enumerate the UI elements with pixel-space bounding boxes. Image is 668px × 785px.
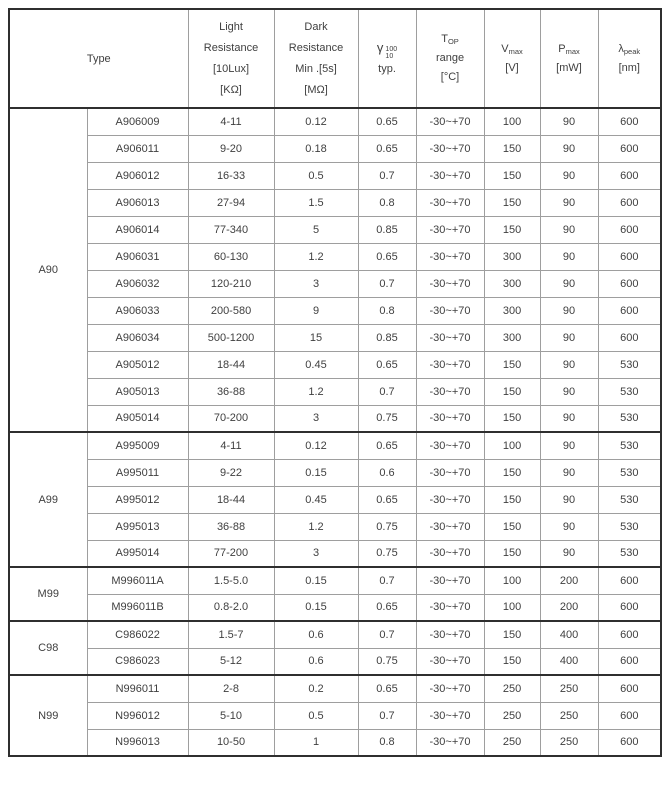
cell-dark: 1.5 xyxy=(274,189,358,216)
cell-dark: 1.2 xyxy=(274,513,358,540)
group-label-n99: N99 xyxy=(9,675,87,756)
specifications-table xyxy=(8,8,662,757)
table-row xyxy=(9,621,661,648)
cell-dark: 0.18 xyxy=(274,135,358,162)
part-number-cell: N996012 xyxy=(87,702,188,729)
cell-gamma: 0.7 xyxy=(358,270,416,297)
cell-light: 60-130 xyxy=(188,243,274,270)
cell-pmax: 250 xyxy=(540,729,598,756)
cell-gamma: 0.65 xyxy=(358,135,416,162)
cell-pmax: 90 xyxy=(540,513,598,540)
cell-lpeak: 530 xyxy=(598,486,661,513)
cell-light: 200-580 xyxy=(188,297,274,324)
cell-top: -30~+70 xyxy=(416,621,484,648)
cell-vmax: 250 xyxy=(484,702,540,729)
cell-top: -30~+70 xyxy=(416,243,484,270)
cell-dark: 0.12 xyxy=(274,108,358,135)
cell-top: -30~+70 xyxy=(416,486,484,513)
cell-vmax: 100 xyxy=(484,567,540,594)
part-number-cell: A995013 xyxy=(87,513,188,540)
cell-dark: 3 xyxy=(274,270,358,297)
cell-gamma: 0.7 xyxy=(358,702,416,729)
group-label-a99: A99 xyxy=(9,432,87,567)
cell-gamma: 0.8 xyxy=(358,189,416,216)
cell-lpeak: 600 xyxy=(598,189,661,216)
cell-vmax: 300 xyxy=(484,324,540,351)
table-row xyxy=(9,432,661,459)
lambda-symbol: λ xyxy=(618,42,624,55)
cell-lpeak: 600 xyxy=(598,324,661,351)
cell-vmax: 150 xyxy=(484,405,540,432)
part-number-cell: A906011 xyxy=(87,135,188,162)
cell-light: 9-20 xyxy=(188,135,274,162)
table-row xyxy=(9,459,661,486)
cell-vmax: 150 xyxy=(484,189,540,216)
cell-top: -30~+70 xyxy=(416,162,484,189)
part-number-cell: A995012 xyxy=(87,486,188,513)
cell-dark: 1 xyxy=(274,729,358,756)
part-number-cell: A906014 xyxy=(87,216,188,243)
cell-dark: 0.15 xyxy=(274,459,358,486)
cell-gamma: 0.65 xyxy=(358,351,416,378)
cell-lpeak: 600 xyxy=(598,675,661,702)
table-row xyxy=(9,675,661,702)
cell-dark: 0.12 xyxy=(274,432,358,459)
cell-vmax: 150 xyxy=(484,459,540,486)
table-row xyxy=(9,594,661,621)
table-row xyxy=(9,189,661,216)
table-header-row xyxy=(9,9,661,108)
group-label-a90: A90 xyxy=(9,108,87,432)
cell-gamma: 0.65 xyxy=(358,486,416,513)
cell-gamma: 0.65 xyxy=(358,675,416,702)
cell-pmax: 90 xyxy=(540,351,598,378)
table-row xyxy=(9,351,661,378)
cell-light: 1.5-5.0 xyxy=(188,567,274,594)
table-row xyxy=(9,108,661,135)
cell-top: -30~+70 xyxy=(416,567,484,594)
table-row xyxy=(9,378,661,405)
cell-gamma: 0.65 xyxy=(358,108,416,135)
cell-pmax: 90 xyxy=(540,135,598,162)
cell-pmax: 90 xyxy=(540,297,598,324)
cell-dark: 3 xyxy=(274,405,358,432)
col-header-dark-resistance: Dark Resistance Min .[5s] [MΩ] xyxy=(274,9,358,108)
col-header-top-range: $T_{OP}$ range [°C] xyxy=(416,9,484,108)
cell-gamma: 0.65 xyxy=(358,432,416,459)
cell-pmax: 90 xyxy=(540,189,598,216)
cell-gamma: 0.7 xyxy=(358,621,416,648)
cell-gamma: 0.75 xyxy=(358,648,416,675)
cell-lpeak: 530 xyxy=(598,432,661,459)
cell-top: -30~+70 xyxy=(416,378,484,405)
cell-top: -30~+70 xyxy=(416,594,484,621)
part-number-cell: A995014 xyxy=(87,540,188,567)
cell-lpeak: 600 xyxy=(598,729,661,756)
cell-dark: 0.15 xyxy=(274,567,358,594)
part-number-cell: A995009 xyxy=(87,432,188,459)
cell-lpeak: 600 xyxy=(598,162,661,189)
cell-light: 77-340 xyxy=(188,216,274,243)
part-number-cell: A906009 xyxy=(87,108,188,135)
cell-vmax: 150 xyxy=(484,216,540,243)
cell-top: -30~+70 xyxy=(416,459,484,486)
cell-lpeak: 530 xyxy=(598,405,661,432)
part-number-cell: A906012 xyxy=(87,162,188,189)
gamma-typ-label: typ. xyxy=(378,63,396,75)
part-number-cell: A905012 xyxy=(87,351,188,378)
table-row xyxy=(9,270,661,297)
cell-lpeak: 600 xyxy=(598,567,661,594)
cell-dark: 15 xyxy=(274,324,358,351)
cell-top: -30~+70 xyxy=(416,351,484,378)
cell-dark: 5 xyxy=(274,216,358,243)
table-row xyxy=(9,513,661,540)
cell-light: 5-10 xyxy=(188,702,274,729)
table-row xyxy=(9,540,661,567)
cell-top: -30~+70 xyxy=(416,432,484,459)
cell-light: 4-11 xyxy=(188,108,274,135)
cell-light: 4-11 xyxy=(188,432,274,459)
col-header-vmax: $V_{max}$ [V] xyxy=(484,9,540,108)
cell-lpeak: 600 xyxy=(598,135,661,162)
cell-light: 18-44 xyxy=(188,351,274,378)
part-number-cell: A906034 xyxy=(87,324,188,351)
part-number-cell: M996011A xyxy=(87,567,188,594)
part-number-cell: A905013 xyxy=(87,378,188,405)
cell-pmax: 90 xyxy=(540,216,598,243)
cell-dark: 3 xyxy=(274,540,358,567)
cell-dark: 0.15 xyxy=(274,594,358,621)
gamma-ratio: 100 10 xyxy=(385,46,398,60)
cell-lpeak: 600 xyxy=(598,648,661,675)
cell-vmax: 150 xyxy=(484,378,540,405)
col-header-type xyxy=(9,9,188,108)
cell-pmax: 90 xyxy=(540,108,598,135)
cell-top: -30~+70 xyxy=(416,513,484,540)
table-row xyxy=(9,243,661,270)
cell-light: 1.5-7 xyxy=(188,621,274,648)
cell-gamma: 0.7 xyxy=(358,162,416,189)
cell-top: -30~+70 xyxy=(416,270,484,297)
cell-gamma: 0.8 xyxy=(358,729,416,756)
cell-pmax: 250 xyxy=(540,675,598,702)
cell-top: -30~+70 xyxy=(416,540,484,567)
type-label: Type xyxy=(86,52,111,65)
cell-vmax: 150 xyxy=(484,648,540,675)
cell-light: 36-88 xyxy=(188,513,274,540)
cell-gamma: 0.75 xyxy=(358,540,416,567)
table-row xyxy=(9,729,661,756)
part-number-cell: A906032 xyxy=(87,270,188,297)
cell-top: -30~+70 xyxy=(416,135,484,162)
cell-pmax: 400 xyxy=(540,621,598,648)
cell-lpeak: 600 xyxy=(598,702,661,729)
cell-gamma: 0.85 xyxy=(358,324,416,351)
cell-gamma: 0.7 xyxy=(358,378,416,405)
cell-light: 77-200 xyxy=(188,540,274,567)
cell-vmax: 300 xyxy=(484,270,540,297)
cell-dark: 1.2 xyxy=(274,243,358,270)
col-header-lambda-peak: $\lambda_{peak}$ [nm] xyxy=(598,9,661,108)
cell-pmax: 90 xyxy=(540,432,598,459)
table-row xyxy=(9,567,661,594)
cell-vmax: 250 xyxy=(484,729,540,756)
cell-lpeak: 600 xyxy=(598,108,661,135)
cell-pmax: 90 xyxy=(540,540,598,567)
cell-vmax: 150 xyxy=(484,135,540,162)
cell-vmax: 300 xyxy=(484,243,540,270)
cell-lpeak: 530 xyxy=(598,378,661,405)
part-number-cell: A906031 xyxy=(87,243,188,270)
cell-light: 9-22 xyxy=(188,459,274,486)
cell-pmax: 90 xyxy=(540,378,598,405)
cell-gamma: 0.85 xyxy=(358,216,416,243)
table-row xyxy=(9,162,661,189)
cell-light: 0.8-2.0 xyxy=(188,594,274,621)
table-row xyxy=(9,324,661,351)
cell-lpeak: 600 xyxy=(598,594,661,621)
cell-dark: 1.2 xyxy=(274,378,358,405)
cell-light: 36-88 xyxy=(188,378,274,405)
cell-vmax: 150 xyxy=(484,513,540,540)
part-number-cell: A906033 xyxy=(87,297,188,324)
cell-lpeak: 600 xyxy=(598,243,661,270)
cell-top: -30~+70 xyxy=(416,216,484,243)
cell-lpeak: 600 xyxy=(598,270,661,297)
cell-light: 5-12 xyxy=(188,648,274,675)
table-row xyxy=(9,648,661,675)
cell-gamma: 0.65 xyxy=(358,243,416,270)
part-number-cell: C986022 xyxy=(87,621,188,648)
cell-dark: 9 xyxy=(274,297,358,324)
cell-vmax: 100 xyxy=(484,432,540,459)
cell-top: -30~+70 xyxy=(416,648,484,675)
cell-lpeak: 530 xyxy=(598,540,661,567)
cell-lpeak: 600 xyxy=(598,216,661,243)
cell-gamma: 0.75 xyxy=(358,405,416,432)
col-header-pmax: $P_{max}$ [mW] xyxy=(540,9,598,108)
cell-top: -30~+70 xyxy=(416,729,484,756)
cell-vmax: 100 xyxy=(484,594,540,621)
part-number-cell: A995011 xyxy=(87,459,188,486)
cell-vmax: 150 xyxy=(484,162,540,189)
table-row xyxy=(9,216,661,243)
col-header-gamma xyxy=(358,9,416,108)
cell-vmax: 150 xyxy=(484,486,540,513)
group-label-c98: C98 xyxy=(9,621,87,675)
cell-light: 2-8 xyxy=(188,675,274,702)
cell-lpeak: 600 xyxy=(598,297,661,324)
part-number-cell: N996013 xyxy=(87,729,188,756)
cell-top: -30~+70 xyxy=(416,702,484,729)
cell-vmax: 150 xyxy=(484,540,540,567)
cell-lpeak: 530 xyxy=(598,513,661,540)
cell-lpeak: 530 xyxy=(598,459,661,486)
cell-dark: 0.45 xyxy=(274,486,358,513)
cell-top: -30~+70 xyxy=(416,297,484,324)
table-row xyxy=(9,297,661,324)
cell-gamma: 0.8 xyxy=(358,297,416,324)
cell-gamma: 0.65 xyxy=(358,594,416,621)
cell-lpeak: 600 xyxy=(598,621,661,648)
cell-pmax: 200 xyxy=(540,594,598,621)
cell-dark: 0.5 xyxy=(274,162,358,189)
part-number-cell: M996011B xyxy=(87,594,188,621)
cell-top: -30~+70 xyxy=(416,405,484,432)
cell-dark: 0.45 xyxy=(274,351,358,378)
cell-top: -30~+70 xyxy=(416,108,484,135)
gamma-symbol: γ xyxy=(376,40,384,55)
cell-dark: 0.6 xyxy=(274,648,358,675)
cell-vmax: 300 xyxy=(484,297,540,324)
cell-pmax: 90 xyxy=(540,405,598,432)
cell-top: -30~+70 xyxy=(416,675,484,702)
cell-gamma: 0.75 xyxy=(358,513,416,540)
part-number-cell: C986023 xyxy=(87,648,188,675)
cell-vmax: 150 xyxy=(484,621,540,648)
cell-lpeak: 530 xyxy=(598,351,661,378)
cell-light: 500-1200 xyxy=(188,324,274,351)
cell-pmax: 90 xyxy=(540,162,598,189)
cell-gamma: 0.6 xyxy=(358,459,416,486)
cell-pmax: 400 xyxy=(540,648,598,675)
part-number-cell: N996011 xyxy=(87,675,188,702)
cell-pmax: 90 xyxy=(540,324,598,351)
cell-vmax: 100 xyxy=(484,108,540,135)
cell-pmax: 90 xyxy=(540,459,598,486)
cell-dark: 0.6 xyxy=(274,621,358,648)
cell-pmax: 90 xyxy=(540,486,598,513)
cell-light: 120-210 xyxy=(188,270,274,297)
cell-light: 18-44 xyxy=(188,486,274,513)
table-row xyxy=(9,135,661,162)
part-number-cell: A906013 xyxy=(87,189,188,216)
cell-top: -30~+70 xyxy=(416,189,484,216)
cell-light: 70-200 xyxy=(188,405,274,432)
table-row xyxy=(9,405,661,432)
cell-pmax: 250 xyxy=(540,702,598,729)
cell-top: -30~+70 xyxy=(416,324,484,351)
table-row xyxy=(9,702,661,729)
cell-pmax: 90 xyxy=(540,243,598,270)
cell-light: 16-33 xyxy=(188,162,274,189)
cell-vmax: 150 xyxy=(484,351,540,378)
table-body xyxy=(9,108,661,756)
cell-dark: 0.5 xyxy=(274,702,358,729)
col-header-light-resistance: Light Resistance [10Lux] [KΩ] xyxy=(188,9,274,108)
cell-pmax: 200 xyxy=(540,567,598,594)
cell-light: 27-94 xyxy=(188,189,274,216)
cell-dark: 0.2 xyxy=(274,675,358,702)
cell-gamma: 0.7 xyxy=(358,567,416,594)
group-label-m99: M99 xyxy=(9,567,87,621)
table-row xyxy=(9,486,661,513)
part-number-cell: A905014 xyxy=(87,405,188,432)
cell-vmax: 250 xyxy=(484,675,540,702)
cell-pmax: 90 xyxy=(540,270,598,297)
cell-light: 10-50 xyxy=(188,729,274,756)
